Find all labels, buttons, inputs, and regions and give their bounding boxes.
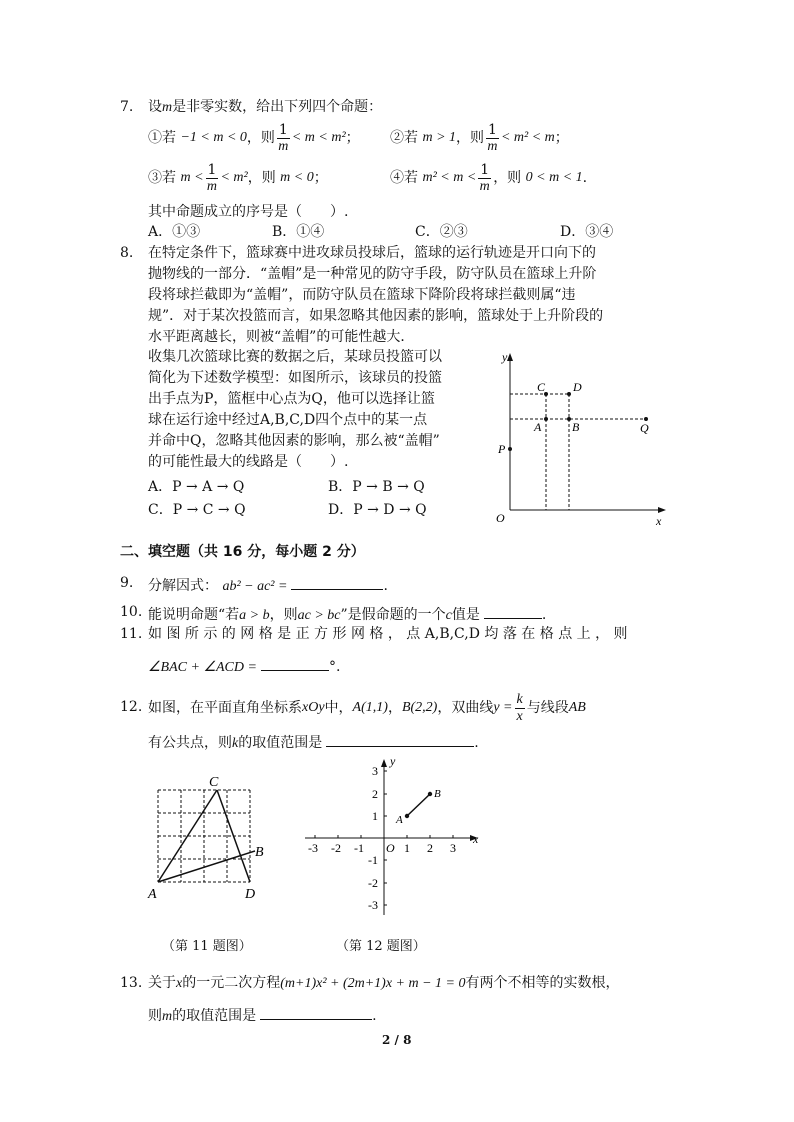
y-tick-label: 3 [372,764,378,778]
q8-number: 8. [120,245,134,261]
q8-option-b: B．P → B → Q [328,479,425,495]
point-d [567,392,571,396]
fraction-1-over-m: $\frac{1}{m}$ [206,161,218,194]
x-tick-label: -2 [331,841,341,855]
q8-option-a: A．P → A → Q [148,479,245,495]
p-label: P [498,442,506,456]
q8-line: 规”．对于某次投篮而言，如果忽略其他因素的影响，篮球处于上升阶段的 [148,308,604,324]
answer-blank [484,605,542,619]
q12-number: 12. [120,699,143,715]
x-tick-label: -3 [308,841,318,855]
q7-proposition-4: ④若 m² < m < $\frac{1}{m}$ ，则 0 < m < 1 . [390,161,588,194]
x-tick-label: -1 [354,841,364,855]
q7-stem: 设m是非零实数，给出下列四个命题： [148,99,383,115]
fraction-1-over-m: $\frac{1}{m}$ [278,121,289,154]
q11-line1: 如 图 所 示 的 网 格 是 正 方 形 网 格 ， 点 A,B,C,D 均 落 在 格 点 上 ， 则 [148,626,628,642]
page-number: 2 / 8 [382,1033,412,1047]
x-tick-label: 1 [404,841,410,855]
x-label: x [656,514,662,528]
q7-option-b: B．①④ [272,224,325,240]
section-title: 二、填空题（共 16 分，每小题 2 分） [120,544,365,560]
q9-number: 9. [120,575,134,591]
d-label: D [573,380,582,394]
q10-number: 10. [120,604,143,620]
y-tick-label: -3 [368,898,378,912]
fraction-1-over-m: $\frac{1}{m}$ [487,121,498,154]
origin-label: O [496,511,505,525]
x-tick-label: 3 [450,841,456,855]
q11-line2: ∠BAC + ∠ACD = °. [148,659,341,675]
segment-ab [407,794,430,816]
d-label: D [245,887,256,902]
q7-proposition-1: ①若 −1 < m < 0 ，则 $\frac{1}{m}$ < m < m² ； [148,121,360,154]
q7-option-d: D．③④ [560,224,614,240]
q8-option-c: C．P → C → Q [148,502,246,518]
y-tick-label: 2 [372,787,378,801]
answer-blank [291,576,383,590]
fraction-k-over-x: $\frac{k}{x}$ [516,691,523,724]
fig11-caption: （第 11 题图） [162,939,252,954]
a-label: A [148,887,157,902]
c-label: C [537,380,546,394]
answer-blank [261,657,329,671]
answer-blank [260,1006,372,1020]
y-tick-label: -1 [368,853,378,867]
b-label: B [572,420,580,434]
q7-number: 7. [120,99,134,115]
point-a [544,417,548,421]
q7-option-a: A．①③ [148,224,201,240]
y-tick-label: -2 [368,876,378,890]
b-label: B [434,788,441,800]
q11-number: 11. [120,626,143,642]
q8-line: 球在运行途中经过A,B,C,D四个点中的某一点 [148,412,428,428]
fig12-coordinate-figure [300,755,490,920]
point-a [405,814,409,818]
x-label: x [473,832,479,846]
q7-option-c: C．②③ [415,224,468,240]
a-label: A [534,420,542,434]
q8-line: 段将球拦截即为“盖帽”，而防守队员在篮球下降阶段将球拦截则属“违 [148,287,576,303]
q8-line: 在特定条件下，篮球赛中进攻球员投球后，篮球的运行轨迹是开口向下的 [148,245,596,261]
q7-proposition-3: ③若 m < $\frac{1}{m}$ < m² ，则 m < 0 ； [148,161,328,194]
c-label: C [209,775,219,790]
answer-blank [326,733,474,747]
q9-text: 分解因式： ab² − ac² = . [148,578,388,594]
q-label: Q [640,421,649,435]
q10-text: 能说明命题“若 a > b ，则 ac > bc ”是假命题的一个 c 值是 . [148,607,547,623]
y-tick-label: 1 [372,809,378,823]
q13-line2: 则 m 的取值范围是 . [148,1008,377,1024]
q12-line1: 如图，在平面直角坐标系 xOy 中， A(1,1) ， B(2,2) ，双曲线 y = $\frac{k}{x}$ 与线段 AB [148,691,586,724]
origin-label: O [386,841,395,855]
q7-proposition-2: ②若 m > 1 ，则 $\frac{1}{m}$ < m² < m ； [390,121,569,154]
fig11-grid-figure [145,770,275,910]
q8-line: 并命中Q，忽略其他因素的影响，那么被“盖帽” [148,433,440,449]
point-b [428,792,432,796]
b-label: B [255,845,264,860]
point-p [508,447,512,451]
segment-ab [158,851,255,882]
q12-line2: 有公共点，则 k 的取值范围是 . [148,735,479,751]
q8-line: 的可能性最大的线路是（ ）. [148,454,349,470]
q8-line: 水平距离越长，则被“盖帽”的可能性越大． [148,329,415,345]
q8-option-d: D．P → D → Q [328,502,427,518]
q7-question: 其中命题成立的序号是（ ）. [148,204,349,220]
q8-figure [490,345,680,530]
fraction-1-over-m: $\frac{1}{m}$ [479,161,490,194]
x-tick-label: 2 [427,841,433,855]
q8-line: 出手点为P，篮框中心点为Q，他可以选择让篮 [148,391,435,407]
point-b [567,417,571,421]
q8-line: 收集几次篮球比赛的数据之后，某球员投篮可以 [148,349,442,365]
q13-number: 13. [120,975,143,991]
a-label: A [396,814,403,826]
y-label: y [502,350,508,364]
q8-line: 简化为下述数学模型：如图所示，该球员的投篮 [148,370,442,386]
q13-line1: 关于 x 的一元二次方程 (m+1)x² + (2m+1)x + m − 1 = 0 有两个不相等的实数根， [148,975,620,991]
q8-line: 抛物线的一部分．“盖帽”是一种常见的防守手段，防守队员在篮球上升阶 [148,266,597,282]
fig12-caption: （第 12 题图） [336,939,426,954]
y-label: y [390,755,396,768]
